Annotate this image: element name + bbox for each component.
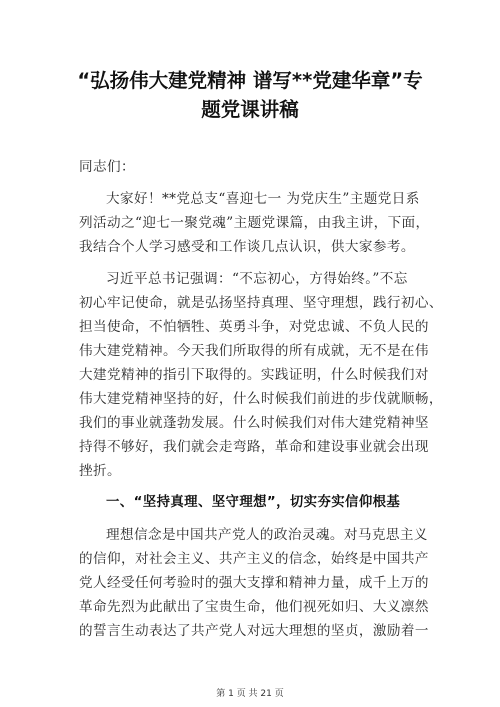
paragraph2-line-8: 持得不够好，我们就会走弯路，革命和建设事业就会出现	[79, 439, 429, 455]
document-title	[60, 66, 440, 124]
paragraph2-line-3: 担当使命，不怕牺牲、英勇斗争，对党忠诚、不负人民的	[79, 319, 429, 335]
title-line-1: “弘扬伟大建党精神 谱写**党建华章”专	[77, 69, 423, 92]
paragraph2-line-9: 挫折。	[79, 463, 121, 479]
paragraph3-line-4: 革命先烈为此献出了宝贵生命，他们视死如归、大义凛然	[79, 599, 429, 615]
paragraph2-line-6: 伟大建党精神坚持的好，什么时候我们前进的步伐就顺畅，	[79, 391, 443, 407]
paragraph3-line-3: 党人经受任何考验时的强大支撑和精神力量，成千上万的	[79, 575, 429, 591]
salutation: 同志们：	[79, 159, 135, 175]
page-footer: 第 1 页 共 21 页	[216, 689, 284, 699]
section-heading-1: 一、“坚持真理、坚守理想”，切实夯实信仰根基	[106, 495, 401, 510]
paragraph1-line-2: 列活动之“迎七一聚党魂”主题党课篇，由我主讲，下面，	[79, 215, 430, 231]
paragraph2-line-1: 习近平总书记强调：“不忘初心，方得始终。”不忘	[106, 271, 408, 287]
paragraph2-line-5: 大建党精神的指引下取得的。实践证明，什么时候我们对	[79, 367, 429, 383]
paragraph2-line-7: 我们的事业就蓬勃发展。什么时候我们对伟大建党精神坚	[79, 415, 429, 431]
title-line-2: 题党课讲稿	[201, 98, 299, 121]
paragraph2-line-2: 初心牢记使命，就是弘扬坚持真理、坚守理想，践行初心、	[79, 295, 443, 311]
paragraph2-line-4: 伟大建党精神。今天我们所取得的所有成就，无不是在伟	[79, 343, 429, 359]
paragraph1-line-3: 我结合个人学习感受和工作谈几点认识，供大家参考。	[79, 239, 415, 255]
paragraph3-line-5: 的誓言生动表达了共产党人对远大理想的坚贞，激励着一	[79, 623, 429, 639]
paragraph3-line-2: 的信仰，对社会主义、共产主义的信念，始终是中国共产	[79, 551, 429, 567]
paragraph3-line-1: 理想信念是中国共产党人的政治灵魂。对马克思主义	[106, 527, 428, 543]
paragraph1-line-1: 大家好！**党总支“喜迎七一 为党庆生”主题党日系	[106, 191, 420, 207]
